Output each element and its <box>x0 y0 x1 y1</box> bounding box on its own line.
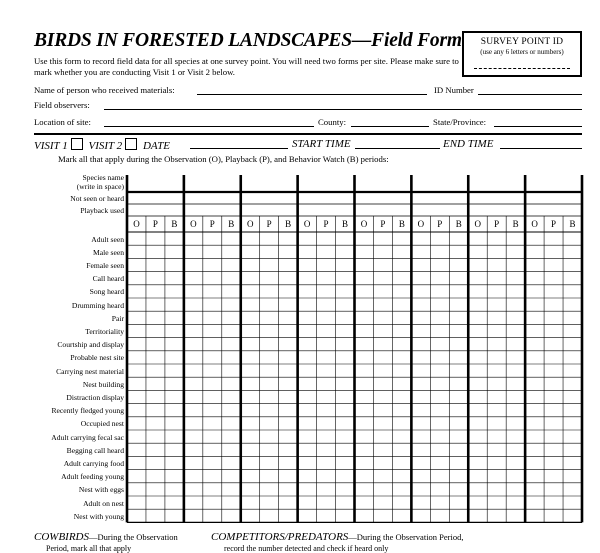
cowbirds-title: COWBIRDS <box>34 531 89 543</box>
date-label: DATE <box>142 140 171 152</box>
behavior-label: Male seen <box>93 247 124 257</box>
top-row-label: Not seen or heard <box>70 194 124 203</box>
behavior-label: Distraction display <box>66 392 124 402</box>
obp-header-b: B <box>228 219 235 229</box>
behavior-label: Adult carrying fecal sac <box>51 432 124 442</box>
obp-header-b: B <box>285 219 292 229</box>
obp-header-b: B <box>342 219 349 229</box>
top-row-label: Species name <box>82 173 124 182</box>
obp-header-b: B <box>512 219 519 229</box>
visit1-label: VISIT 1 <box>34 140 68 152</box>
obp-header-o: O <box>474 219 481 229</box>
survey-point-heading: SURVEY POINT ID <box>480 37 564 47</box>
top-row-label: (write in space) <box>76 182 124 191</box>
start-time-label: START TIME <box>292 138 351 150</box>
obp-header-p: P <box>209 219 215 229</box>
location-label: Location of site: <box>34 117 91 127</box>
visit2-label: VISIT 2 <box>88 140 123 152</box>
obp-header-b: B <box>171 219 178 229</box>
obp-header-p: P <box>266 219 272 229</box>
obp-header-b: B <box>398 219 405 229</box>
obp-header-o: O <box>133 219 140 229</box>
behavior-label: Call heard <box>92 274 124 284</box>
behavior-label: Occupied nest <box>80 419 124 429</box>
behavior-label: Pair <box>111 313 124 323</box>
competitors-title: COMPETITORS/PREDATORS <box>211 531 349 543</box>
obp-header-p: P <box>494 219 500 229</box>
behavior-label: Adult carrying food <box>63 458 124 468</box>
behavior-label: Female seen <box>86 260 124 270</box>
behavior-label: Courtship and display <box>57 340 124 350</box>
behavior-label: Adult on nest <box>83 498 124 508</box>
behavior-label: Nest with young <box>73 511 124 521</box>
observers-label: Field observers: <box>34 100 90 110</box>
behavior-label: Song heard <box>89 287 124 297</box>
behavior-label: Nest building <box>82 379 124 389</box>
obp-header-o: O <box>190 219 197 229</box>
behavior-label: Carrying nest material <box>56 366 124 376</box>
cowbirds-sub: Period, mark all that apply <box>46 544 132 553</box>
competitors-text: —During the Observation Period, <box>348 532 464 542</box>
obp-header-o: O <box>531 219 538 229</box>
obp-header-p: P <box>437 219 443 229</box>
form-title: BIRDS IN FORESTED LANDSCAPES—Field Form <box>34 30 462 51</box>
obp-header-b: B <box>455 219 462 229</box>
obp-header-p: P <box>323 219 329 229</box>
obp-header-o: O <box>303 219 311 229</box>
competitors-sub: record the number detected and check if heard only <box>224 544 389 553</box>
behavior-label: Drumming heard <box>71 300 124 310</box>
id-number-label: ID Number <box>434 85 474 95</box>
obp-header-p: P <box>551 219 557 229</box>
competitors-heading <box>211 531 464 543</box>
obp-header-o: O <box>246 219 254 229</box>
end-time-label: END TIME <box>443 138 494 150</box>
obp-header-p: P <box>152 219 158 229</box>
intro-text: Use this form to record field data for all species at one survey point. You will need two forms per site. Please make sure to mark whether you are conducting Visit 1 or Visit 2 below. <box>34 56 459 77</box>
top-row-label: Playback used <box>80 206 124 215</box>
cowbirds-text: —During the Observation <box>89 532 178 542</box>
behavior-label: Probable nest site <box>70 353 124 363</box>
behavior-label: Adult feeding young <box>61 472 124 482</box>
instruction-text: Mark all that apply during the Observation (O), Playback (P), and Behavior Watch (B) periods: <box>58 154 389 164</box>
survey-point-hint: (use any 6 letters or numbers) <box>480 48 564 56</box>
state-label: State/Province: <box>433 117 487 127</box>
behavior-label: Adult seen <box>91 234 124 244</box>
behavior-label: Recently fledged young <box>51 406 124 416</box>
obp-header-o: O <box>360 219 368 229</box>
cowbirds-heading <box>34 531 178 543</box>
received-label: Name of person who received materials: <box>34 85 175 95</box>
behavior-label: Begging call heard <box>66 445 124 455</box>
obp-header-b: B <box>569 219 576 229</box>
obp-header-p: P <box>380 219 386 229</box>
behavior-label: Nest with eggs <box>78 485 124 495</box>
obp-header-o: O <box>417 219 425 229</box>
county-label: County: <box>318 117 346 127</box>
behavior-label: Territoriality <box>85 326 124 336</box>
